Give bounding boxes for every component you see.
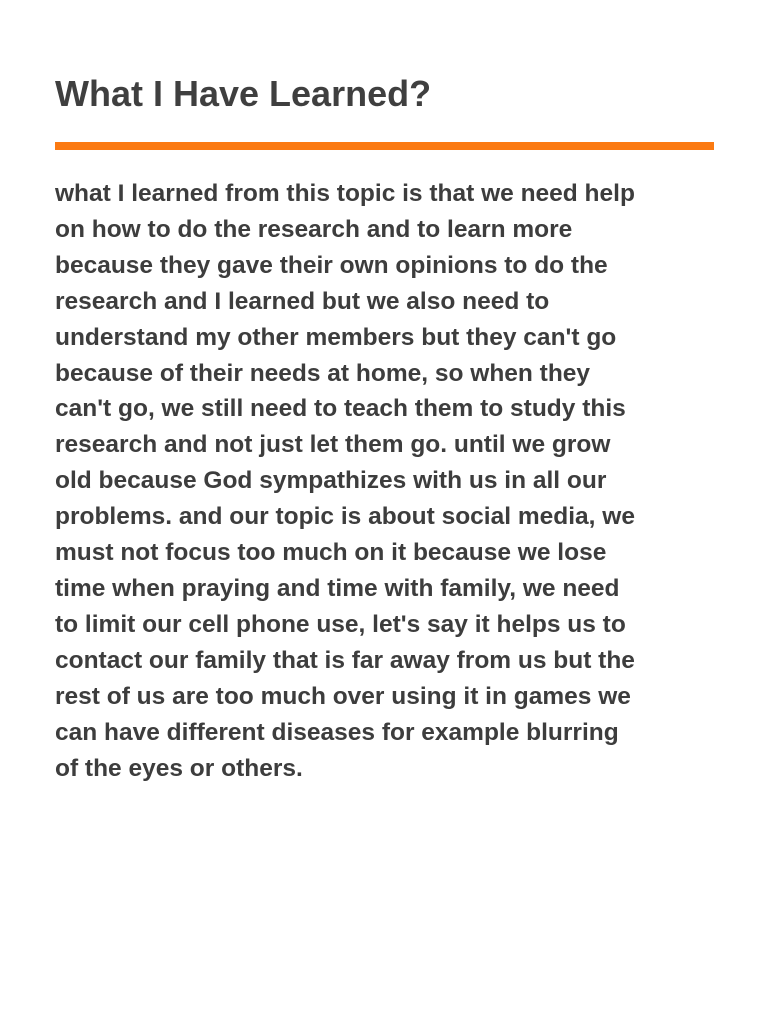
- body-line: of the eyes or others.: [55, 754, 303, 782]
- body-line: contact our family that is far away from us but the: [55, 646, 635, 674]
- body-line: to limit our cell phone use, let's say it helps us to: [55, 610, 626, 638]
- body-line: because of their needs at home, so when they: [55, 359, 591, 387]
- body-line: problems. and our topic is about social media, we: [55, 503, 635, 531]
- body-line: understand my other members but they can't go: [55, 323, 617, 351]
- body-line: can have different diseases for example blurring: [55, 718, 619, 746]
- body-line: old because God sympathizes with us in all our: [55, 467, 607, 495]
- body-line: what I learned from this topic is that we need help: [55, 180, 635, 207]
- body-line: must not focus too much on it because we lose: [55, 539, 607, 567]
- body-line: research and not just let them go. until we grow: [55, 431, 611, 459]
- body-line: time when praying and time with family, we need: [55, 574, 620, 602]
- slide-title: What I Have Learned?: [55, 73, 432, 114]
- title-underline-divider: [55, 142, 714, 150]
- body-line: rest of us are too much over using it in games we: [55, 682, 631, 710]
- body-line: can't go, we still need to teach them to study this: [55, 395, 626, 423]
- slide-body-text: [55, 176, 725, 786]
- body-line: because they gave their own opinions to do the: [55, 251, 608, 279]
- body-line: on how to do the research and to learn more: [55, 215, 573, 243]
- body-line: research and I learned but we also need to: [55, 287, 550, 315]
